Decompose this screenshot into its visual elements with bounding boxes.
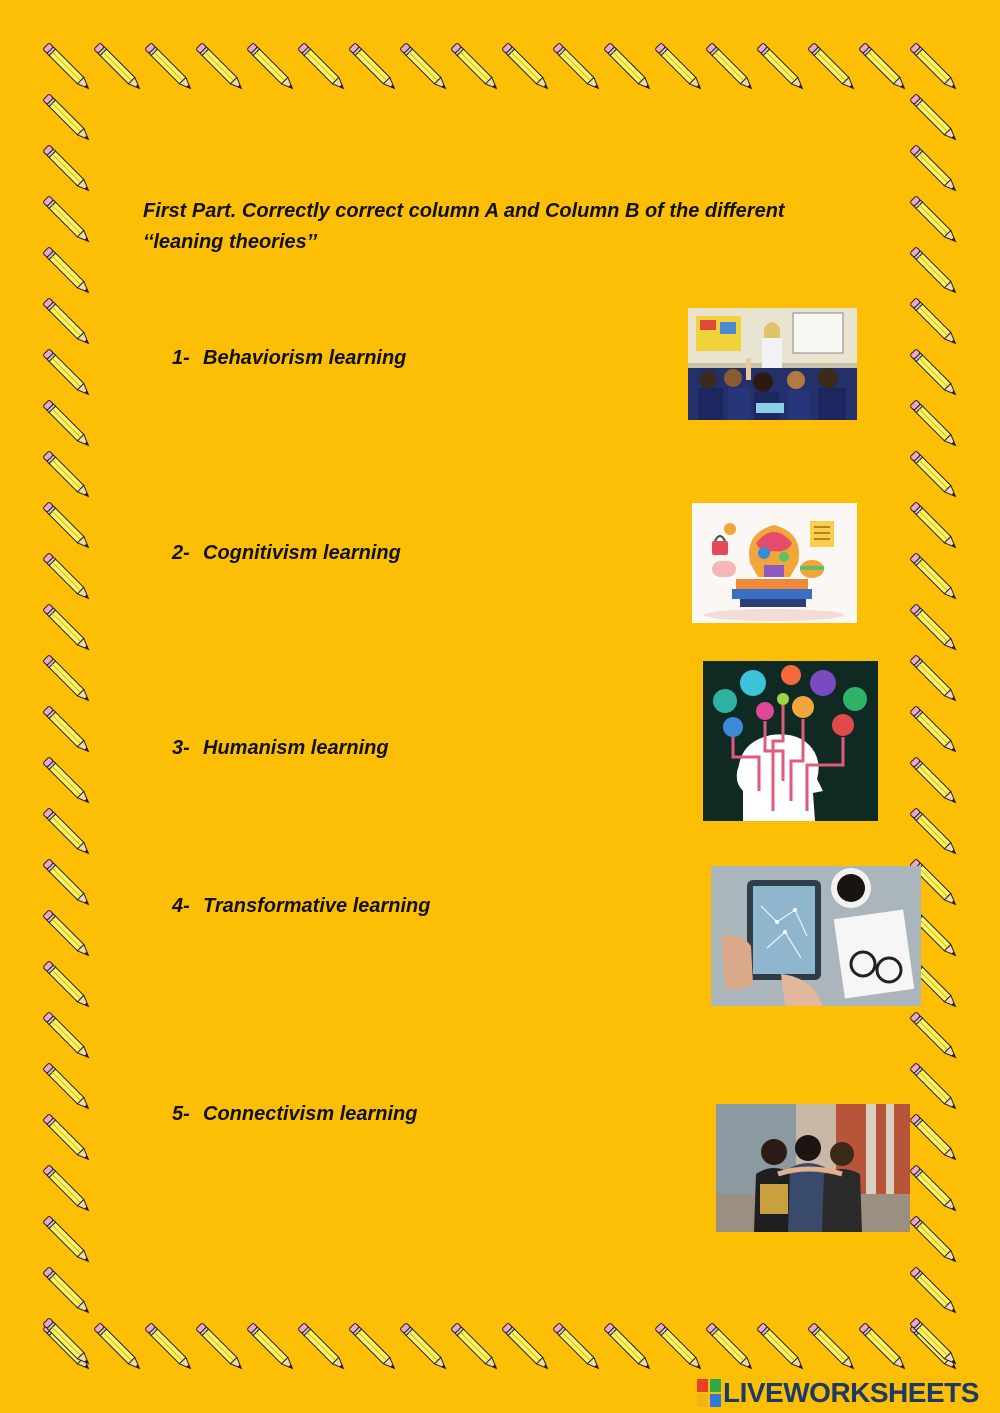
pencil-icon [910, 604, 959, 653]
item-number: 2- [172, 542, 190, 564]
item-label: Behaviorism learning [203, 347, 407, 369]
item-behaviorism [172, 347, 406, 370]
pencil-icon [298, 1323, 347, 1372]
pencil-icon [298, 43, 347, 92]
pencil-icon [859, 1323, 908, 1372]
pencil-icon [43, 1318, 92, 1367]
item-number: 4- [172, 895, 190, 917]
tablet-hands-photo [711, 866, 921, 1006]
pencil-icon [43, 706, 92, 755]
pencil-icon [43, 757, 92, 806]
instructions-text [143, 196, 823, 258]
pencil-icon [43, 247, 92, 296]
pencil-icon [910, 1063, 959, 1112]
pencil-icon [43, 1063, 92, 1112]
pencil-icon [43, 910, 92, 959]
pencil-icon [43, 1267, 92, 1316]
pencil-icon [43, 961, 92, 1010]
pencil-icon [247, 1323, 296, 1372]
pencil-icon [43, 94, 92, 143]
pencil-icon [400, 43, 449, 92]
item-label: Connectivism learning [203, 1103, 418, 1125]
pencil-icon [604, 1323, 653, 1372]
pencil-icon [655, 43, 704, 92]
pencil-icon [910, 145, 959, 194]
liveworksheets-brand [697, 1377, 979, 1409]
item-label: Transformative learning [203, 895, 431, 917]
pencil-icon [910, 1267, 959, 1316]
pencil-icon [910, 706, 959, 755]
item-cognitivism [172, 542, 401, 565]
pencil-icon [43, 43, 92, 92]
pencil-icon [655, 1323, 704, 1372]
pencil-icon [94, 1323, 143, 1372]
item-number: 3- [172, 737, 190, 759]
pencil-icon [910, 196, 959, 245]
pencil-icon [145, 1323, 194, 1372]
pencil-icon [757, 43, 806, 92]
pencil-icon [43, 1216, 92, 1265]
pencil-icon [910, 247, 959, 296]
pencil-icon [43, 604, 92, 653]
pencil-icon [910, 553, 959, 602]
pencil-icon [94, 43, 143, 92]
liveworksheets-logo [697, 1379, 721, 1407]
pencil-icon [706, 1323, 755, 1372]
pencil-icon [349, 1323, 398, 1372]
pencil-icon [43, 1165, 92, 1214]
pencil-icon [43, 451, 92, 500]
pencil-icon [145, 43, 194, 92]
pencil-icon [349, 43, 398, 92]
item-number: 1- [172, 347, 190, 369]
pencil-icon [553, 1323, 602, 1372]
liveworksheets-wordmark: LIVEWORKSHEETS [723, 1377, 979, 1408]
pencil-icon [808, 1323, 857, 1372]
head-network-illustration [703, 661, 878, 821]
pencil-icon [910, 451, 959, 500]
pencil-icon [910, 298, 959, 347]
pencil-icon [196, 43, 245, 92]
pencil-icon [910, 1165, 959, 1214]
item-transformative [172, 895, 430, 918]
pencil-icon [910, 655, 959, 704]
pencil-icon [43, 1012, 92, 1061]
item-label: Cognitivism learning [203, 542, 401, 564]
pencil-icon [43, 859, 92, 908]
pencil-icon [757, 1323, 806, 1372]
pencil-icon [502, 43, 551, 92]
pencil-icon [910, 502, 959, 551]
pencil-icon [706, 43, 755, 92]
pencil-icon [859, 43, 908, 92]
pencil-icon [43, 808, 92, 857]
pencil-icon [451, 1323, 500, 1372]
pencil-icon [247, 43, 296, 92]
pencil-icon [43, 349, 92, 398]
pencil-icon [451, 43, 500, 92]
instructions-line-2: ‘‘leaning theories’’ [143, 231, 318, 253]
pencil-icon [910, 349, 959, 398]
pencil-icon [43, 1114, 92, 1163]
item-number: 5- [172, 1103, 190, 1125]
pencil-icon [43, 655, 92, 704]
pencil-icon [910, 400, 959, 449]
pencil-icon [43, 145, 92, 194]
pencil-icon [910, 1318, 959, 1367]
pencil-icon [43, 298, 92, 347]
pencil-icon [400, 1323, 449, 1372]
instructions-line-1: First Part. Correctly correct column A and Column B of the different [143, 200, 785, 222]
pencil-icon [43, 502, 92, 551]
pencil-icon [196, 1323, 245, 1372]
pencil-icon [910, 1114, 959, 1163]
pencil-icon [43, 400, 92, 449]
pencil-icon [43, 553, 92, 602]
pencil-icon [910, 1216, 959, 1265]
students-group-photo [716, 1104, 910, 1232]
pencil-icon [43, 196, 92, 245]
item-humanism [172, 737, 389, 760]
classroom-photo [688, 308, 857, 420]
pencil-icon [910, 757, 959, 806]
pencil-icon [604, 43, 653, 92]
pencil-icon [808, 43, 857, 92]
pencil-icon [910, 43, 959, 92]
pencil-icon [910, 94, 959, 143]
brain-lightbulb-illustration [692, 503, 857, 623]
pencil-icon [910, 808, 959, 857]
item-connectivism [172, 1103, 418, 1126]
pencil-icon [910, 1012, 959, 1061]
pencil-icon [553, 43, 602, 92]
pencil-icon [502, 1323, 551, 1372]
item-label: Humanism learning [203, 737, 389, 759]
